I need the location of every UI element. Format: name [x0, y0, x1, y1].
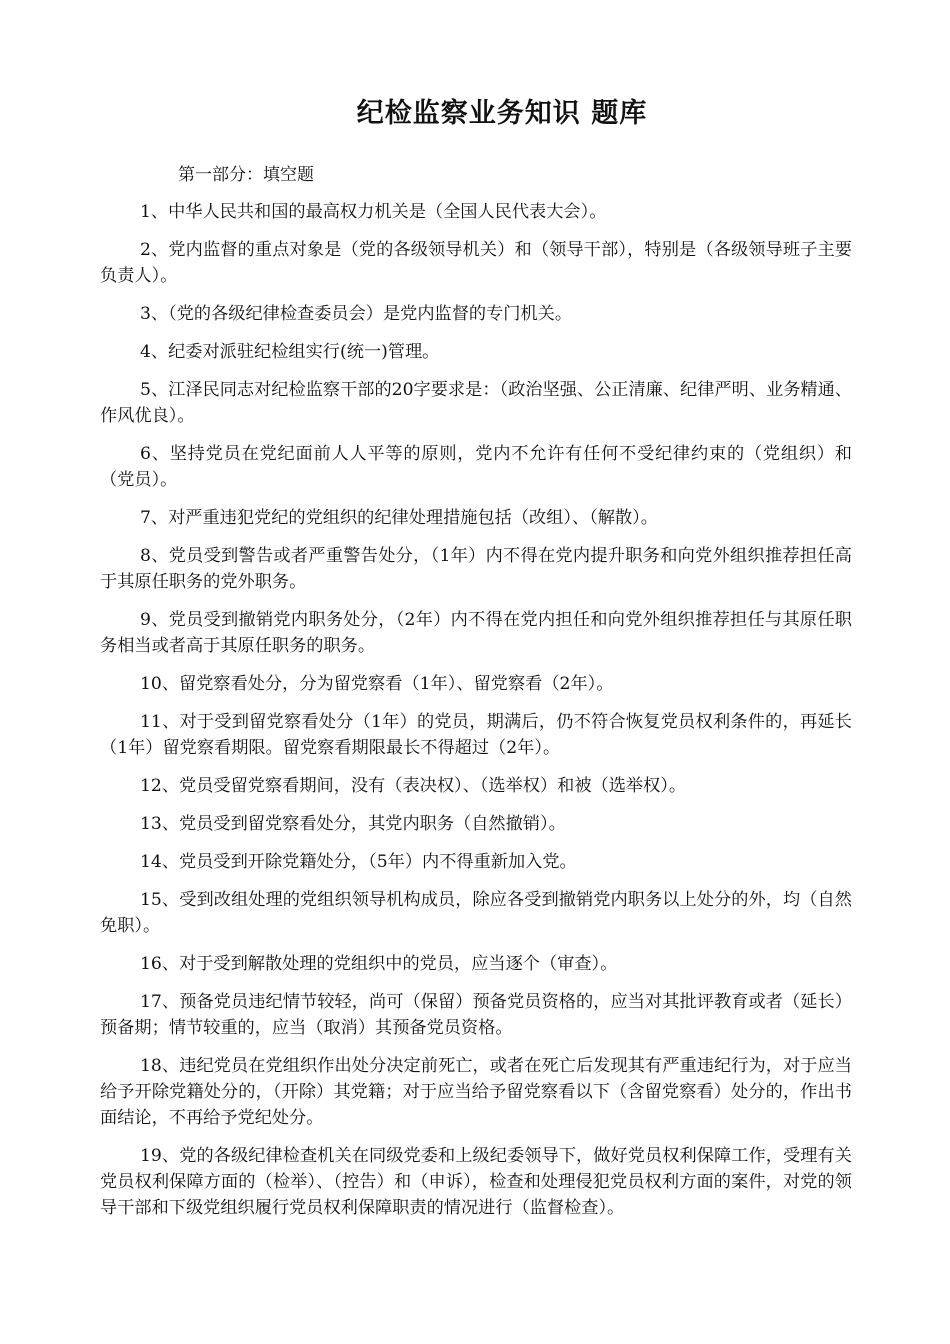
question-item: 14、党员受到开除党籍处分，（5年）内不得重新加入党。	[140, 852, 577, 872]
question-item: 12、党员受留党察看期间，没有（表决权）、（选举权）和被（选举权）。	[140, 776, 687, 796]
question-item: 16、对于受到解散处理的党组织中的党员，应当逐个（审查）。	[140, 954, 618, 974]
question-item: 1、中华人民共和国的最高权力机关是（全国人民代表大会）。	[140, 202, 607, 222]
question-item: 18、违纪党员在党组织作出处分决定前死亡，或者在死亡后发现其有严重违纪行为，对于应当给予开除党籍处分的，（开除）其党籍；对于应当给予留党察看以下（含留党察看）处分的，作出书面结论，不再给予党纪处分。	[100, 1056, 852, 1128]
question-item: 8、党员受到警告或者严重警告处分，（1年）内不得在党内提升职务和向党外组织推荐担任高于其原任职务的党外职务。	[100, 546, 852, 592]
question-item: 10、留党察看处分，分为留党察看（1年）、留党察看（2年）。	[140, 674, 614, 694]
document-title: 纪检监察业务知识 题库	[356, 98, 648, 129]
question-item: 11、对于受到留党察看处分（1年）的党员，期满后，仍不符合恢复党员权利条件的，再延长（1年）留党察看期限。留党察看期限最长不得超过（2年）。	[100, 712, 852, 758]
question-item: 3、（党的各级纪律检查委员会）是党内监督的专门机关。	[140, 304, 573, 324]
question-item: 5、江泽民同志对纪检监察干部的20字要求是：（政治坚强、公正清廉、纪律严明、业务精通、作风优良）。	[100, 380, 852, 426]
question-item: 17、预备党员违纪情节较轻，尚可（保留）预备党员资格的，应当对其批评教育或者（延长）预备期；情节较重的，应当（取消）其预备党员资格。	[100, 992, 852, 1038]
question-list	[100, 199, 852, 1233]
question-item: 9、党员受到撤销党内职务处分，（2年）内不得在党内担任和向党外组织推荐担任与其原任职务相当或者高于其原任职务的职务。	[100, 610, 852, 656]
question-item: 19、党的各级纪律检查机关在同级党委和上级纪委领导下，做好党员权利保障工作，受理有关党员权利保障方面的（检举）、（控告）和（申诉），检查和处理侵犯党员权利方面的案件，对党的领导干部和下级党组织履行党员权利保障职责的情况进行（监督检查）。	[100, 1146, 852, 1218]
question-item: 13、党员受到留党察看处分，其党内职务（自然撤销）。	[140, 814, 566, 834]
question-item: 15、受到改组处理的党组织领导机构成员，除应各受到撤销党内职务以上处分的外，均（自然免职）。	[100, 890, 852, 936]
question-item: 7、对严重违犯党纪的党组织的纪律处理措施包括（改组）、（解散）。	[140, 508, 658, 528]
question-item: 2、党内监督的重点对象是（党的各级领导机关）和（领导干部），特别是（各级领导班子主要负责人）。	[100, 240, 852, 286]
question-item: 6、坚持党员在党纪面前人人平等的原则，党内不允许有任何不受纪律约束的（党组织）和（党员）。	[100, 444, 852, 490]
question-item: 4、纪委对派驻纪检组实行(统一)管理。	[140, 342, 440, 362]
section-heading: 第一部分：填空题	[178, 165, 314, 185]
